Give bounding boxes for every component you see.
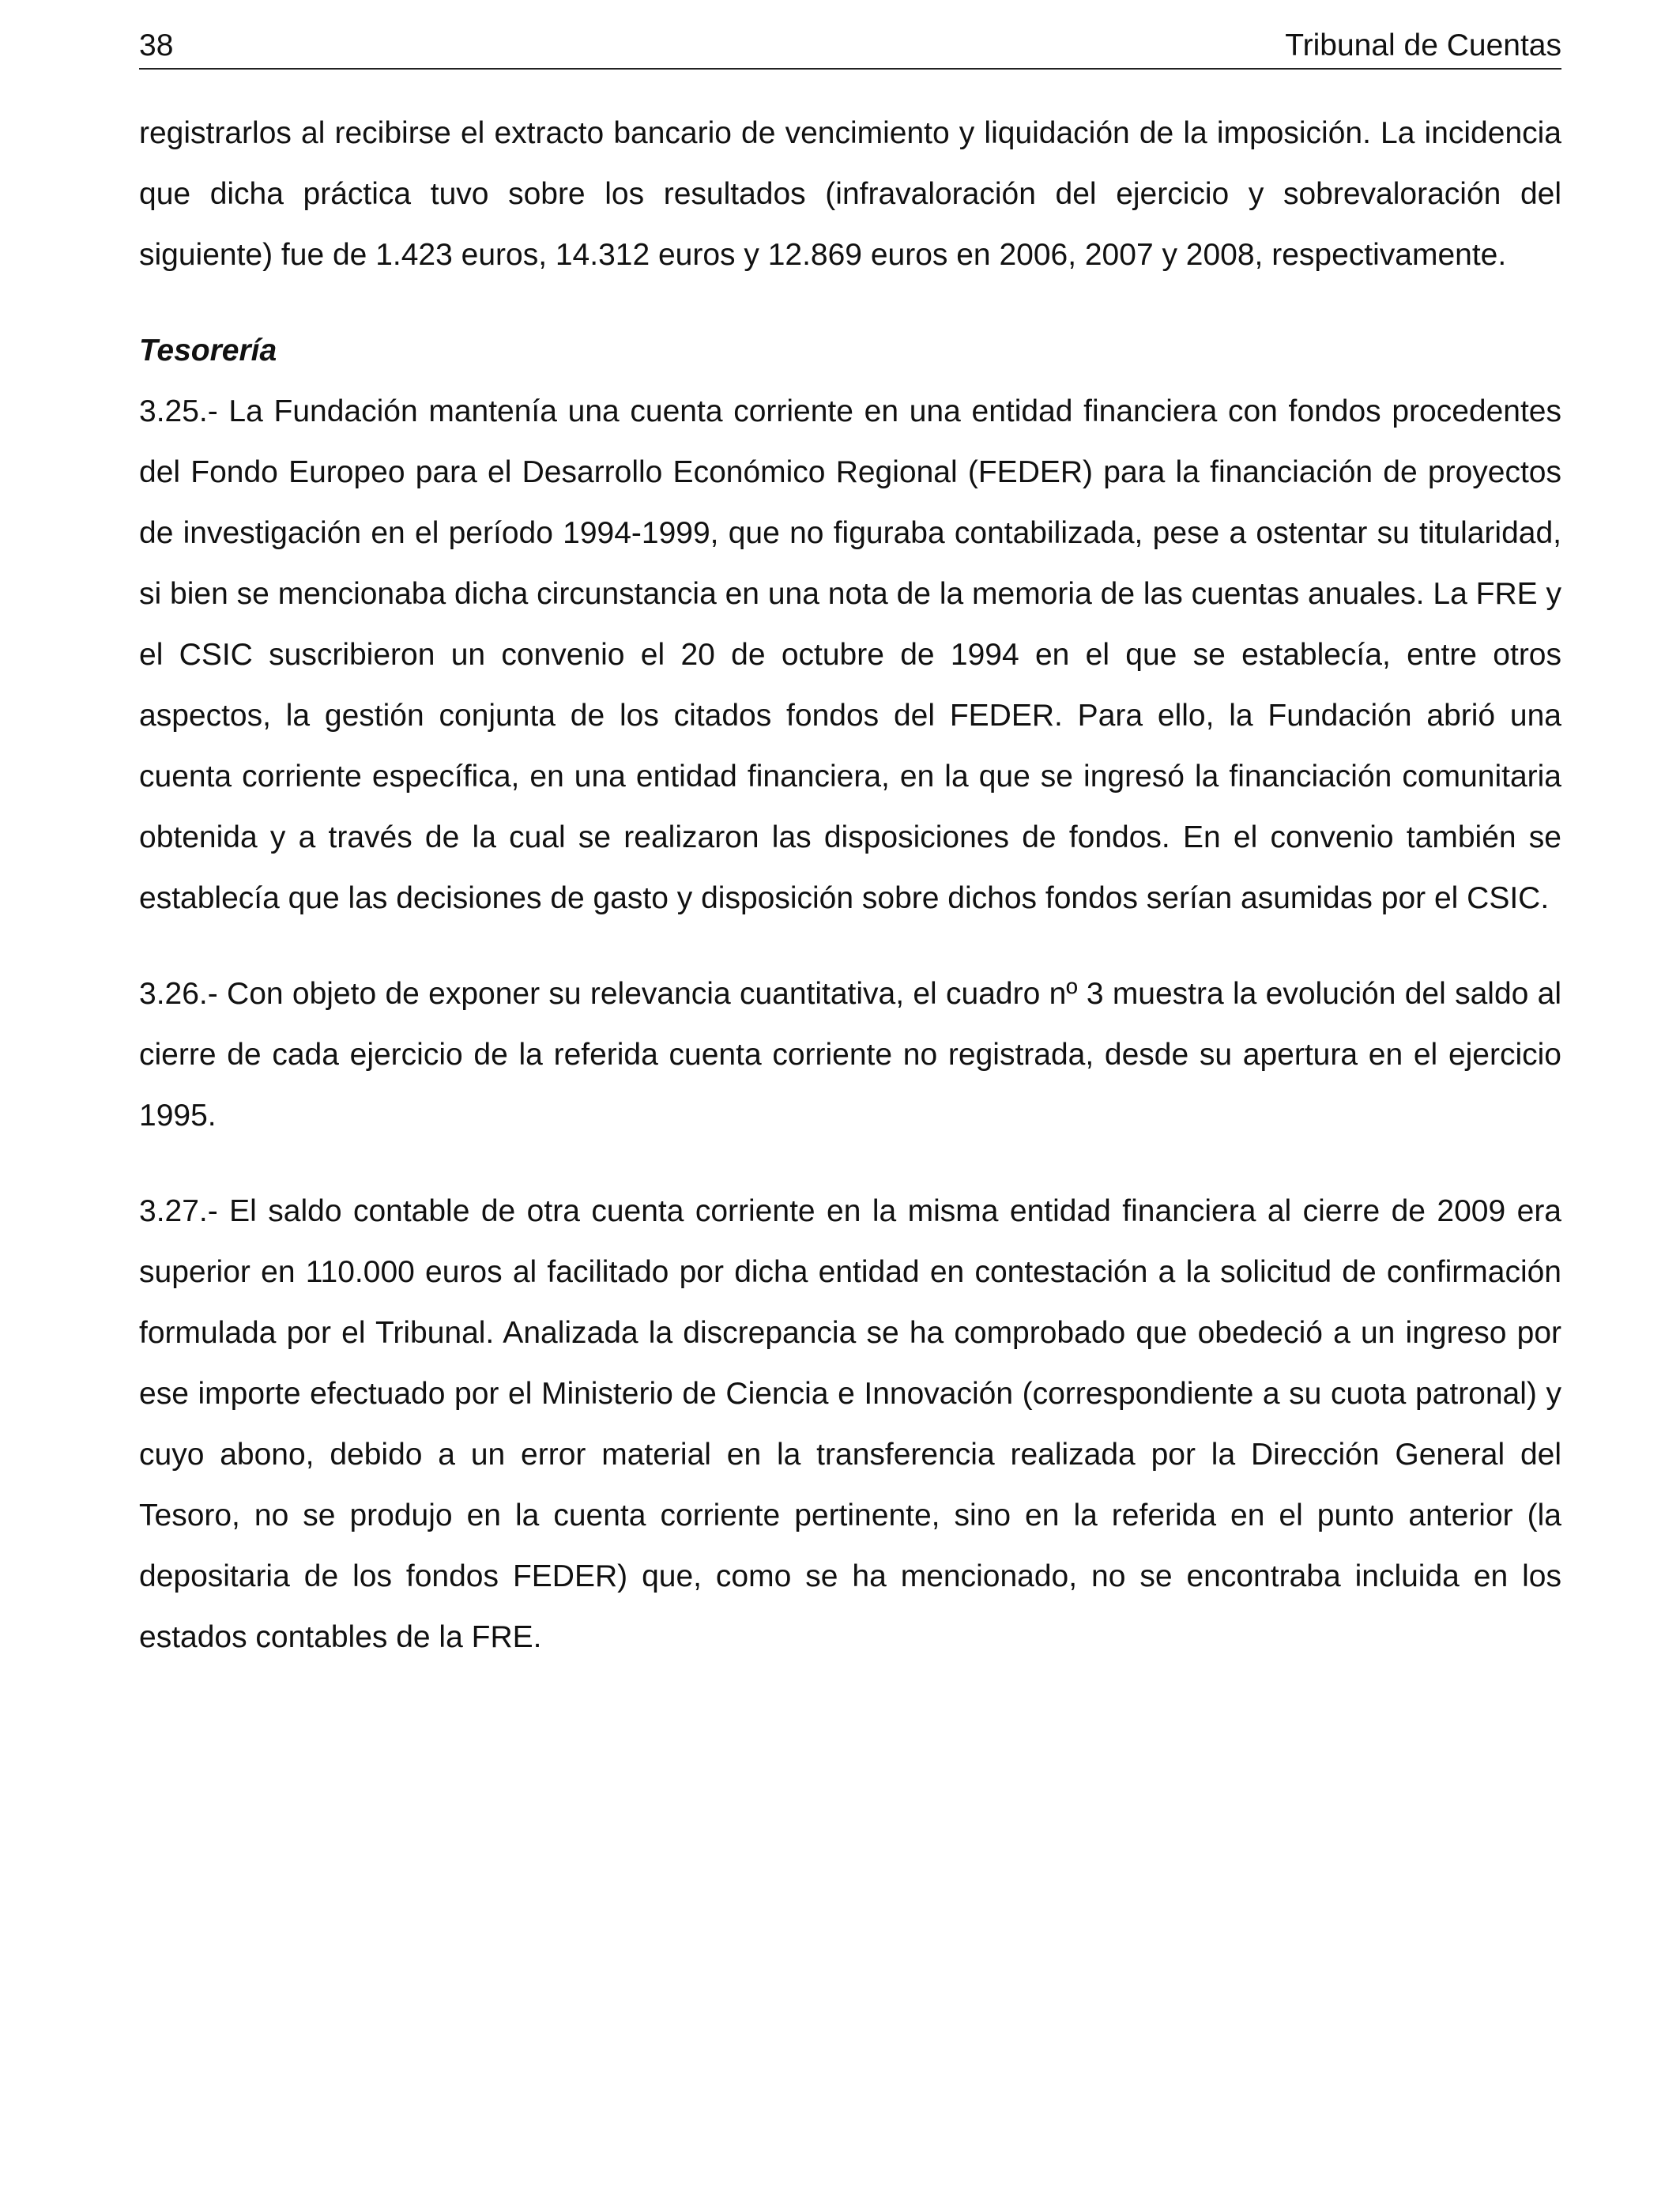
running-title: Tribunal de Cuentas xyxy=(1285,28,1561,62)
paragraph-3-26: 3.26.- Con objeto de exponer su relevancia cuantitativa, el cuadro nº 3 muestra la evolución del saldo al cierre de cada ejercicio de la referida cuenta corriente no registrada, desde su apertura en el ejercicio 1995. xyxy=(139,977,1561,1133)
page-body xyxy=(139,103,1561,1668)
paragraph-3-25: 3.25.- La Fundación mantenía una cuenta corriente en una entidad financiera con fondos procedentes del Fondo Europeo para el Desarrollo Económico Regional (FEDER) para la financiación de proyectos de investigación en el período 1994-1999, que no figuraba contabilizada, pese a ostentar su titularidad, si bien se mencionaba dicha circunstancia en una nota de la memoria de las cuentas anuales. La FRE y el CSIC suscribieron un convenio el 20 de octubre de 1994 en el que se establecía, entre otros aspectos, la gestión conjunta de los citados fondos del FEDER. Para ello, la Fundación abrió una cuenta corriente específica, en una entidad financiera, en la que se ingresó la financiación comunitaria obtenida y a través de la cual se realizaron las disposiciones de fondos. En el convenio también se establecía que las decisiones de gasto y disposición sobre dichos fondos serían asumidas por el CSIC. xyxy=(139,394,1561,915)
section-heading-tesoreria: Tesorería xyxy=(139,334,277,368)
paragraph-3-27: 3.27.- El saldo contable de otra cuenta corriente en la misma entidad financiera al cierre de 2009 era superior en 110.000 euros al facilitado por dicha entidad en contestación a la solicitud de confirmación formulada por el Tribunal. Analizada la discrepancia se ha comprobado que obedeció a un ingreso por ese importe efectuado por el Ministerio de Ciencia e Innovación (correspondiente a su cuota patronal) y cuyo abono, debido a un error material en la transferencia realizada por la Dirección General del Tesoro, no se produjo en la cuenta corriente pertinente, sino en la referida en el punto anterior (la depositaria de los fondos FEDER) que, como se ha mencionado, no se encontraba incluida en los estados contables de la FRE. xyxy=(139,1194,1561,1654)
page-header xyxy=(139,24,1561,70)
page-number: 38 xyxy=(139,28,174,62)
continuation-paragraph: registrarlos al recibirse el extracto bancario de vencimiento y liquidación de la imposición. La incidencia que dicha práctica tuvo sobre los resultados (infravaloración del ejercicio y sobrevaloración del siguiente) fue de 1.423 euros, 14.312 euros y 12.869 euros en 2006, 2007 y 2008, respectivamente. xyxy=(139,116,1561,272)
document-page xyxy=(139,0,1561,2194)
